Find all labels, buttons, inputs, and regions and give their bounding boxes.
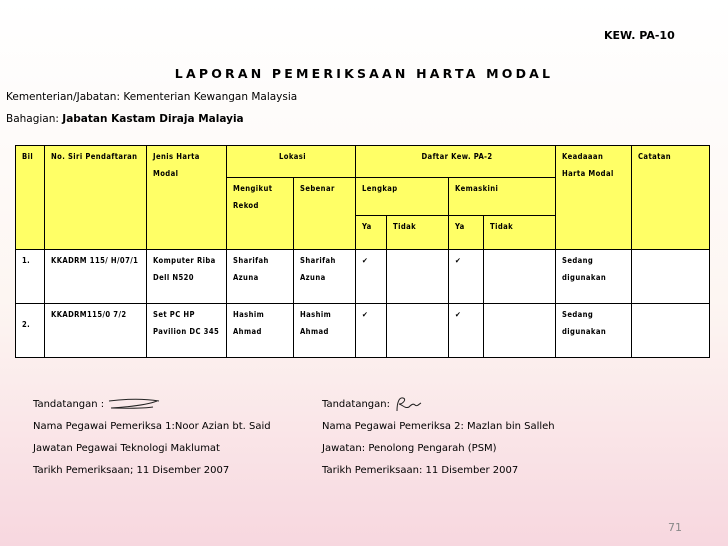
row-kemaskini-tidak	[484, 250, 556, 304]
row-sebenar: Hashim Ahmad	[294, 304, 356, 358]
header-mengikut-rekod: Mengikut Rekod	[227, 178, 294, 250]
row-no-siri: KKADRM115/0 7/2	[45, 304, 147, 358]
inspector-2-name: Nama Pegawai Pemeriksa 2: Mazlan bin Salleh	[322, 421, 555, 432]
header-kemaskini-ya: Ya	[449, 216, 484, 250]
inspector-1-position: Jawatan Pegawai Teknologi Maklumat	[33, 443, 220, 454]
check-icon: ✔	[356, 250, 387, 304]
check-icon: ✔	[356, 304, 387, 358]
header-sebenar: Sebenar	[294, 178, 356, 250]
ministry-label: Kementerian/Jabatan:	[6, 91, 120, 103]
header-lengkap-ya: Ya	[356, 216, 387, 250]
row-lengkap-tidak	[387, 250, 449, 304]
form-code: KEW. PA-10	[604, 29, 675, 42]
ministry-line	[6, 91, 297, 103]
signature-scribble-icon	[107, 397, 162, 411]
department-line	[6, 113, 244, 125]
page-title: LAPORAN PEMERIKSAAN HARTA MODAL	[174, 66, 554, 81]
header-lengkap: Lengkap	[356, 178, 449, 216]
row-catatan	[632, 304, 710, 358]
page-number: 71	[668, 521, 682, 534]
header-jenis: Jenis Harta Modal	[147, 146, 227, 250]
signature-label: Tandatangan:	[322, 399, 390, 410]
signature-label: Tandatangan :	[33, 399, 105, 410]
department-value: Jabatan Kastam Diraja Malayia	[62, 113, 244, 125]
row-bil: 1.	[16, 250, 45, 304]
department-label: Bahagian:	[6, 113, 59, 125]
signature-block-right	[322, 394, 555, 482]
inspector-1-name: Nama Pegawai Pemeriksa 1:Noor Azian bt. Said	[33, 421, 271, 432]
row-kemaskini-tidak	[484, 304, 556, 358]
row-jenis: Set PC HP Pavilion DC 345	[147, 304, 227, 358]
check-icon: ✔	[449, 304, 484, 358]
header-no-siri: No. Siri Pendaftaran	[45, 146, 147, 250]
check-icon: ✔	[449, 250, 484, 304]
header-lokasi: Lokasi	[227, 146, 356, 178]
table-row	[16, 250, 710, 304]
row-catatan	[632, 250, 710, 304]
row-no-siri: KKADRM 115/ H/07/1	[45, 250, 147, 304]
row-lengkap-tidak	[387, 304, 449, 358]
asset-table	[15, 145, 710, 358]
signature-block-left	[33, 394, 271, 482]
header-catatan: Catatan	[632, 146, 710, 250]
table-row	[16, 304, 710, 358]
header-kemaskini-tidak: Tidak	[484, 216, 556, 250]
row-mengikut-rekod: Hashim Ahmad	[227, 304, 294, 358]
header-daftar: Daftar Kew. PA-2	[356, 146, 556, 178]
header-lengkap-tidak: Tidak	[387, 216, 449, 250]
row-keadaan: Sedang digunakan	[556, 250, 632, 304]
signature-scribble-icon	[393, 395, 423, 413]
row-keadaan: Sedang digunakan	[556, 304, 632, 358]
ministry-value: Kementerian Kewangan Malaysia	[123, 91, 298, 103]
inspector-2-position: Jawatan: Penolong Pengarah (PSM)	[322, 443, 497, 454]
row-bil: 2.	[16, 304, 45, 358]
row-sebenar: Sharifah Azuna	[294, 250, 356, 304]
inspector-1-date: Tarikh Pemeriksaan; 11 Disember 2007	[33, 465, 230, 476]
header-keadaan: Keadaaan Harta Modal	[556, 146, 632, 250]
header-bil: Bil	[16, 146, 45, 250]
header-kemaskini: Kemaskini	[449, 178, 556, 216]
inspector-2-date: Tarikh Pemeriksaan: 11 Disember 2007	[322, 465, 519, 476]
row-mengikut-rekod: Sharifah Azuna	[227, 250, 294, 304]
row-jenis: Komputer Riba Dell N520	[147, 250, 227, 304]
